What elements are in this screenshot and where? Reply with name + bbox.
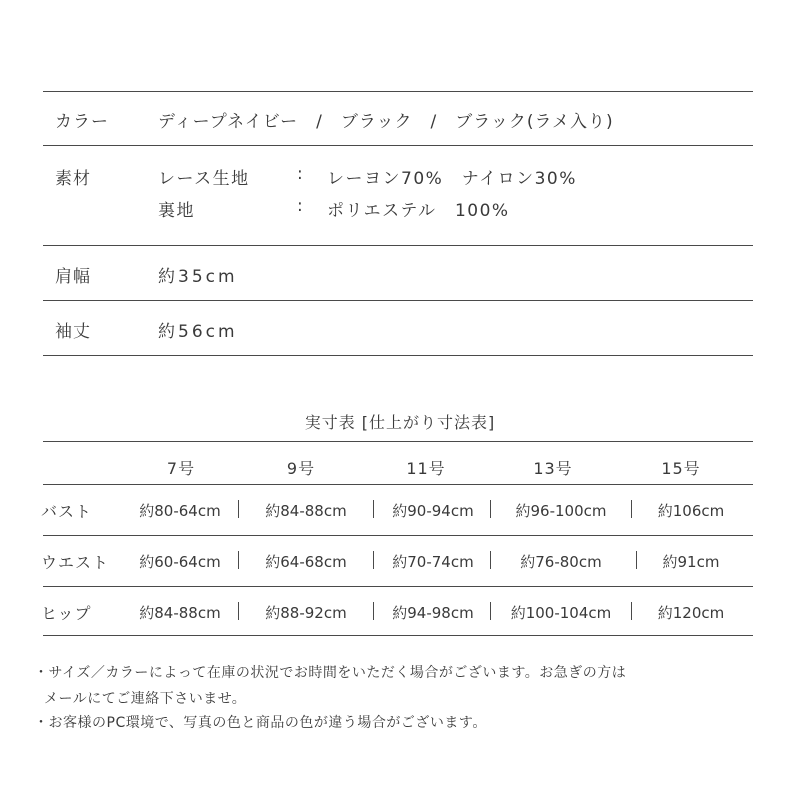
table-cell: 約91cm — [662, 553, 720, 571]
material-label: 素材 — [55, 169, 91, 189]
note-line: ・サイズ／カラーによって在庫の状況でお時間をいただく場合がございます。お急ぎの方は — [34, 665, 627, 681]
note-line: メールにてご連絡下さいませ。 — [44, 691, 247, 707]
divider — [43, 91, 753, 92]
sleeve-value: 約56cm — [158, 322, 238, 342]
divider — [43, 245, 753, 246]
table-cell: 約106cm — [657, 502, 725, 520]
color-value: ディープネイビー / ブラック / ブラック(ラメ入り) — [158, 112, 614, 132]
column-separator — [238, 551, 239, 569]
row-label-bust: バスト — [41, 502, 93, 521]
size-header: 11号 — [406, 459, 446, 478]
divider — [43, 145, 753, 146]
table-cell: 約70-74cm — [392, 553, 474, 571]
column-separator — [373, 602, 374, 620]
size-header: 9号 — [286, 459, 316, 478]
table-cell: 約100-104cm — [510, 604, 612, 622]
size-header: 15号 — [661, 459, 701, 478]
table-cell: 約96-100cm — [515, 502, 607, 520]
row-label-hip: ヒップ — [41, 604, 92, 623]
column-separator — [238, 602, 239, 620]
column-separator — [238, 500, 239, 518]
size-table-title: 実寸表 [仕上がり寸法表] — [304, 413, 496, 432]
divider — [43, 300, 753, 301]
table-cell: 約84-88cm — [139, 604, 221, 622]
table-cell: 約84-88cm — [265, 502, 347, 520]
note-line: ・お客様のPC環境で、写真の色と商品の色が違う場合がございます。 — [34, 715, 487, 731]
column-separator — [490, 602, 491, 620]
colon: : — [297, 164, 305, 184]
shoulder-value: 約35cm — [158, 267, 238, 287]
lace-value: レーヨン70% ナイロン30% — [327, 169, 577, 189]
shoulder-label: 肩幅 — [55, 267, 91, 287]
table-cell: 約64-68cm — [265, 553, 347, 571]
table-cell: 約94-98cm — [392, 604, 474, 622]
lining-value: ポリエステル 100% — [327, 201, 510, 221]
row-label-waist: ウエスト — [41, 553, 110, 572]
sleeve-label: 袖丈 — [55, 322, 91, 342]
colon: : — [297, 196, 305, 216]
divider — [43, 441, 753, 442]
table-cell: 約80-64cm — [139, 502, 221, 520]
divider — [43, 635, 753, 636]
lace-label: レース生地 — [158, 169, 250, 189]
table-cell: 約60-64cm — [139, 553, 221, 571]
table-cell: 約90-94cm — [392, 502, 474, 520]
size-header: 7号 — [166, 459, 196, 478]
column-separator — [490, 500, 491, 518]
table-cell: 約120cm — [657, 604, 725, 622]
divider — [43, 484, 753, 485]
column-separator — [636, 551, 637, 569]
lining-label: 裏地 — [158, 201, 195, 221]
table-cell: 約76-80cm — [520, 553, 602, 571]
column-separator — [631, 602, 632, 620]
divider — [43, 586, 753, 587]
divider — [43, 355, 753, 356]
column-separator — [373, 551, 374, 569]
column-separator — [490, 551, 491, 569]
table-cell: 約88-92cm — [265, 604, 347, 622]
divider — [43, 535, 753, 536]
color-label: カラー — [55, 112, 109, 132]
column-separator — [631, 500, 632, 518]
size-header: 13号 — [533, 459, 573, 478]
column-separator — [373, 500, 374, 518]
